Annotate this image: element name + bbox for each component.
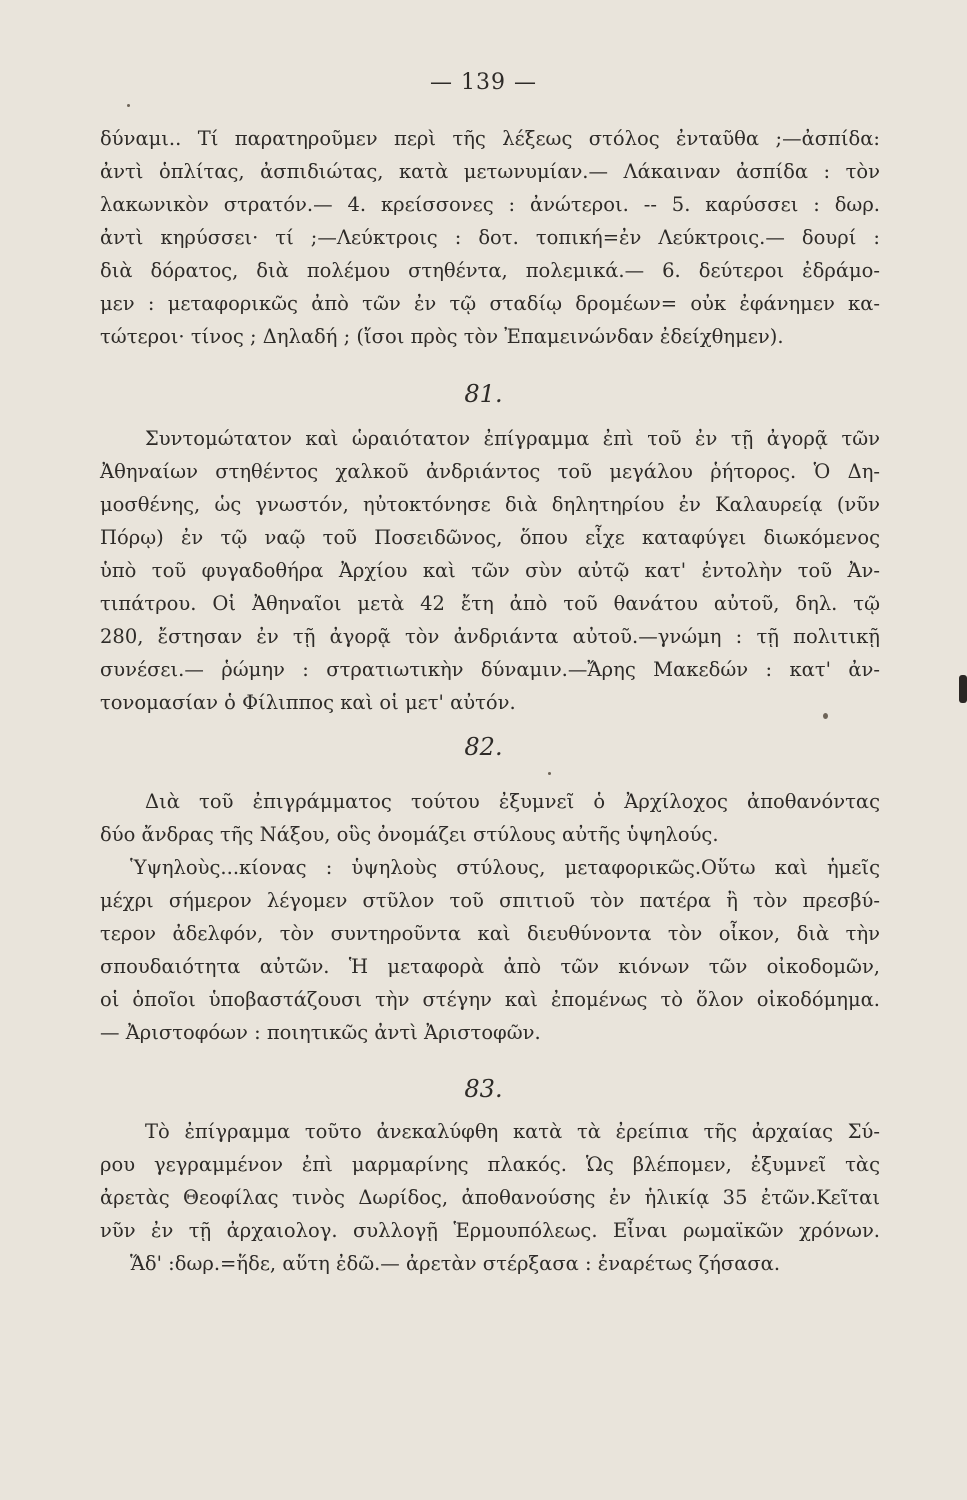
text-line: συνέσει.— ῥώμην : στρατιωτικὴν δύναμιν.—Ἄρης Μακεδών : κατ' ἀν-	[100, 658, 880, 681]
text-line: δύναμι.. Τί παρατηροῦμεν περὶ τῆς λέξεως στόλος ἐνταῦθα ;—ἀσπίδα:	[100, 127, 880, 150]
section-number: 81.	[464, 380, 503, 408]
text-line: νῦν ἐν τῇ ἀρχαιολογ. συλλογῇ Ἑρμουπόλεως. Εἶναι ρωμαϊκῶν χρόνων.	[100, 1219, 880, 1242]
section-number: 83.	[464, 1075, 503, 1103]
text-line: 280, ἔστησαν ἐν τῇ ἀγορᾷ τὸν ἀνδριάντα αὐτοῦ.—γνώμη : τῇ πολιτικῇ	[100, 625, 880, 648]
paper-speck	[127, 104, 130, 107]
text-line: ἀντὶ κηρύσσει· τί ;—Λεύκτροις : δοτ. τοπική=ἐν Λεύκτροις.— δουρί :	[100, 226, 880, 249]
text-line: τιπάτρου. Οἱ Ἀθηναῖοι μετὰ 42 ἔτη ἀπὸ τοῦ θανάτου αὐτοῦ, δηλ. τῷ	[100, 592, 880, 615]
text-line: σπουδαιότητα αὐτῶν. Ἡ μεταφορὰ ἀπὸ τῶν κιόνων τῶν οἰκοδομῶν,	[100, 955, 880, 978]
text-line: ρου γεγραμμένον ἐπὶ μαρμαρίνης πλακός. Ὡς βλέπομεν, ἐξυμνεῖ τὰς	[100, 1153, 880, 1176]
text-line: Τὸ ἐπίγραμμα τοῦτο ἀνεκαλύφθη κατὰ τὰ ἐρείπια τῆς ἀρχαίας Σύ-	[145, 1120, 880, 1143]
text-line: τονομασίαν ὁ Φίλιππος καὶ οἱ μετ' αὐτόν.	[100, 691, 516, 714]
text-line: δύο ἄνδρας τῆς Νάξου, οὓς ὀνομάζει στύλους αὐτῆς ὑψηλούς.	[100, 823, 719, 846]
text-line: οἱ ὁποῖοι ὑποβαστάζουσι τὴν στέγην καὶ ἐπομένως τὸ ὅλον οἰκοδόμημα.	[100, 988, 880, 1011]
section-number: 82.	[464, 733, 503, 761]
text-line: μοσθένης, ὡς γνωστόν, ηὐτοκτόνησε διὰ δηλητηρίου ἐν Καλαυρείᾳ (νῦν	[100, 493, 880, 516]
text-line: Ἅδ' :δωρ.=ἥδε, αὕτη ἐδῶ.— ἀρετὰν στέρξασα : ἐναρέτως ζήσασα.	[130, 1252, 781, 1275]
text-line: ἀρετὰς Θεοφίλας τινὸς Δωρίδος, ἀποθανούσης ἐν ἡλικίᾳ 35 ἐτῶν.Κεῖται	[100, 1186, 880, 1209]
text-line: Ἀθηναίων στηθέντος χαλκοῦ ἀνδριάντος τοῦ μεγάλου ῥήτορος. Ὁ Δη-	[100, 460, 880, 483]
text-line: Διὰ τοῦ ἐπιγράμματος τούτου ἐξυμνεῖ ὁ Ἀρχίλοχος ἀποθανόντας	[145, 790, 880, 813]
text-line: τώτεροι· τίνος ; Δηλαδή ; (ἴσοι πρὸς τὸν Ἐπαμεινώνδαν ἐδείχθημεν).	[100, 325, 784, 348]
text-line: διὰ δόρατος, διὰ πολέμου στηθέντα, πολεμικά.— 6. δεύτεροι ἐδράμο-	[100, 259, 880, 282]
text-line: ὑπὸ τοῦ φυγαδοθήρα Ἀρχίου καὶ τῶν σὺν αὐτῷ κατ' ἐντολὴν τοῦ Ἀν-	[100, 559, 880, 582]
text-line: Πόρῳ) ἐν τῷ ναῷ τοῦ Ποσειδῶνος, ὅπου εἶχε καταφύγει διωκόμενος	[100, 526, 880, 549]
text-line: Συντομώτατον καὶ ὡραιότατον ἐπίγραμμα ἐπὶ τοῦ ἐν τῇ ἀγορᾷ τῶν	[145, 427, 880, 450]
text-line: τερον ἀδελφόν, τὸν συντηροῦντα καὶ διευθύνοντα τὸν οἶκον, διὰ τὴν	[100, 922, 880, 945]
text-line: Ὑψηλοὺς...κίονας : ὑψηλοὺς στύλους, μεταφορικῶς.Οὕτω καὶ ἡμεῖς	[130, 856, 880, 879]
text-line: μέχρι σήμερον λέγομεν στῦλον τοῦ σπιτιοῦ τὸν πατέρα ἢ τὸν πρεσβύ-	[100, 889, 880, 912]
text-line: — Ἀριστοφόων : ποιητικῶς ἀντὶ Ἀριστοφῶν.	[100, 1021, 541, 1044]
paper-speck	[823, 713, 828, 719]
paper-speck	[548, 772, 551, 775]
text-line: ἀντὶ ὁπλίτας, ἀσπιδιώτας, κατὰ μετωνυμίαν.— Λάκαιναν ἀσπίδα : τὸν	[100, 160, 880, 183]
text-line: μεν : μεταφορικῶς ἀπὸ τῶν ἐν τῷ σταδίῳ δρομέων= οὐκ ἐφάνημεν κα-	[100, 292, 880, 315]
page-number: — 139 —	[430, 70, 537, 95]
page-edge-mark	[959, 675, 967, 703]
text-line: λακωνικὸν στρατόν.— 4. κρείσσονες : ἀνώτεροι. -- 5. καρύσσει : δωρ.	[100, 193, 880, 216]
